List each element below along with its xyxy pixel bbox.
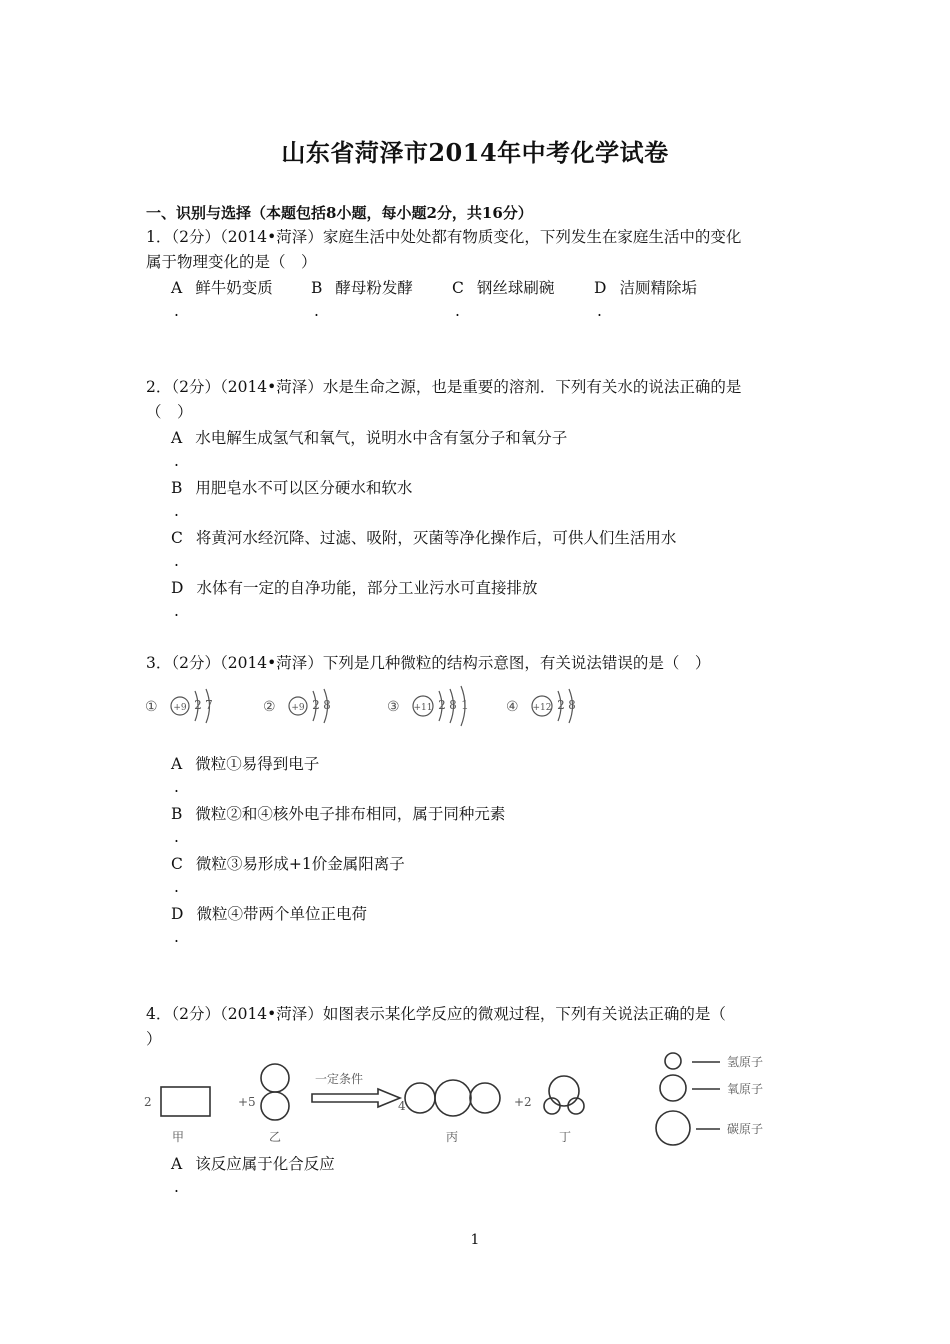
label-yi: 乙 bbox=[269, 1130, 282, 1144]
section-heading: 一、识别与选择（本题包括8小题，每小题2分，共16分） bbox=[146, 204, 533, 222]
option-text: 水体有一定的自净功能，部分工业污水可直接排放 bbox=[196, 579, 538, 597]
coefficient-jia: 2 bbox=[144, 1095, 152, 1109]
q2-option-b bbox=[171, 476, 412, 498]
option-letter: D bbox=[171, 579, 184, 597]
coefficient-yi: +5 bbox=[238, 1095, 256, 1109]
q2-stem-line2: （ ） bbox=[146, 403, 193, 421]
option-dot: . bbox=[174, 602, 179, 620]
q2-option-a bbox=[171, 426, 567, 448]
option-dot: . bbox=[314, 302, 319, 320]
shell-electrons: 2 bbox=[557, 698, 565, 712]
shell-electrons: 2 bbox=[312, 698, 320, 712]
q1-stem-line1: 1．（2分）（2014•菏泽）家庭生活中处处都有物质变化，下列发生在家庭生活中的变化 bbox=[146, 228, 742, 246]
reaction-arrow bbox=[312, 1089, 400, 1107]
legend-oxygen-atom bbox=[660, 1075, 686, 1101]
particle-label: ④ bbox=[506, 699, 519, 715]
shell-electrons: 1 bbox=[461, 698, 469, 712]
q3-stem-line1: 3．（2分）（2014•菏泽）下列是几种微粒的结构示意图，有关说法错误的是（ ） bbox=[146, 654, 711, 672]
particle-label: ① bbox=[145, 699, 158, 715]
label-ding: 丁 bbox=[559, 1130, 572, 1144]
option-dot: . bbox=[174, 928, 179, 946]
nucleus-charge: +12 bbox=[532, 703, 552, 713]
q3-option-a bbox=[171, 752, 319, 774]
oxygen-atom bbox=[261, 1064, 289, 1092]
q3-option-c bbox=[171, 852, 405, 874]
option-letter: D bbox=[171, 905, 184, 923]
option-dot: . bbox=[174, 1178, 179, 1196]
shell-electrons: 7 bbox=[205, 698, 213, 712]
option-text: 将黄河水经沉降、过滤、吸附，灭菌等净化操作后，可供人们生活用水 bbox=[195, 529, 677, 547]
legend-carbon-atom bbox=[656, 1111, 690, 1145]
oxygen-atom bbox=[261, 1092, 289, 1120]
option-letter: B bbox=[171, 479, 183, 497]
label-jia: 甲 bbox=[172, 1130, 185, 1144]
page-title: 山东省菏泽市2014年中考化学试卷 bbox=[281, 138, 669, 167]
nucleus-charge: +9 bbox=[291, 703, 305, 713]
reaction-diagram bbox=[140, 1050, 790, 1150]
legend-label-oxygen: 氧原子 bbox=[727, 1082, 764, 1096]
q2-stem-line1: 2．（2分）（2014•菏泽）水是生命之源，也是重要的溶剂．下列有关水的说法正确的是 bbox=[146, 378, 742, 396]
option-text: 微粒②和④核外电子排布相同，属于同种元素 bbox=[195, 805, 506, 823]
option-letter: B bbox=[311, 279, 323, 297]
legend-label-hydrogen: 氢原子 bbox=[727, 1055, 764, 1069]
option-text: 微粒①易得到电子 bbox=[195, 755, 320, 773]
q2-option-c bbox=[171, 526, 676, 548]
option-letter: A bbox=[171, 755, 183, 773]
coefficient-ding: +2 bbox=[514, 1095, 532, 1109]
option-letter: C bbox=[171, 529, 183, 547]
option-dot: . bbox=[455, 302, 460, 320]
nucleus-charge: +9 bbox=[173, 703, 187, 713]
q1-stem-line2: 属于物理变化的是（ ） bbox=[146, 253, 317, 271]
option-text: 微粒③易形成+1价金属阳离子 bbox=[195, 855, 405, 873]
option-text: 微粒④带两个单位正电荷 bbox=[196, 905, 367, 923]
option-letter: D bbox=[594, 279, 607, 297]
option-text: 鲜牛奶变质 bbox=[195, 279, 273, 297]
q1-option-b bbox=[311, 276, 413, 298]
oxygen-atom bbox=[405, 1083, 435, 1113]
page-number: 1 bbox=[470, 1232, 480, 1248]
option-dot: . bbox=[174, 452, 179, 470]
q1-option-a bbox=[171, 276, 273, 298]
option-dot: . bbox=[174, 778, 179, 796]
option-letter: C bbox=[452, 279, 464, 297]
option-text: 洁厕精除垢 bbox=[619, 279, 697, 297]
q3-option-d bbox=[171, 902, 367, 924]
coefficient-bing: 4 bbox=[398, 1099, 406, 1113]
q1-option-d bbox=[594, 276, 697, 298]
legend-label-carbon: 碳原子 bbox=[727, 1122, 764, 1136]
q1-option-c bbox=[452, 276, 554, 298]
legend-hydrogen-atom bbox=[665, 1053, 681, 1069]
label-bing: 丙 bbox=[446, 1130, 459, 1144]
reactant-jia-box bbox=[161, 1087, 210, 1116]
option-dot: . bbox=[174, 302, 179, 320]
atomic-structure-diagram bbox=[140, 682, 600, 732]
particle-label: ③ bbox=[387, 699, 400, 715]
shell-electrons: 2 bbox=[194, 698, 202, 712]
option-letter: A bbox=[171, 429, 183, 447]
reaction-condition: 一定条件 bbox=[315, 1072, 364, 1086]
option-letter: C bbox=[171, 855, 183, 873]
q4-stem-line2: ） bbox=[146, 1030, 162, 1048]
particle-label: ② bbox=[263, 699, 276, 715]
option-dot: . bbox=[174, 828, 179, 846]
shell-electrons: 8 bbox=[323, 698, 331, 712]
shell-electrons: 8 bbox=[568, 698, 576, 712]
option-letter: B bbox=[171, 805, 183, 823]
option-text: 钢丝球刷碗 bbox=[476, 279, 555, 297]
option-text: 用肥皂水不可以区分硬水和软水 bbox=[195, 479, 413, 497]
carbon-atom bbox=[435, 1080, 471, 1116]
option-dot: . bbox=[174, 552, 179, 570]
q2-option-d bbox=[171, 576, 537, 598]
oxygen-atom bbox=[470, 1083, 500, 1113]
q3-option-b bbox=[171, 802, 505, 824]
shell-electrons: 8 bbox=[449, 698, 457, 712]
option-text: 该反应属于化合反应 bbox=[195, 1155, 335, 1173]
q4-option-a bbox=[171, 1152, 335, 1174]
shell-electrons: 2 bbox=[438, 698, 446, 712]
option-letter: A bbox=[171, 279, 183, 297]
option-dot: . bbox=[174, 502, 179, 520]
nucleus-charge: +11 bbox=[413, 703, 433, 713]
oxygen-atom bbox=[549, 1076, 579, 1106]
option-letter: A bbox=[171, 1155, 183, 1173]
q4-stem-line1: 4．（2分）（2014•菏泽）如图表示某化学反应的微观过程，下列有关说法正确的是（ bbox=[146, 1005, 726, 1023]
option-text: 水电解生成氢气和氧气，说明水中含有氢分子和氧分子 bbox=[195, 429, 568, 447]
option-dot: . bbox=[174, 878, 179, 896]
option-dot: . bbox=[597, 302, 602, 320]
option-text: 酵母粉发酵 bbox=[335, 279, 413, 297]
